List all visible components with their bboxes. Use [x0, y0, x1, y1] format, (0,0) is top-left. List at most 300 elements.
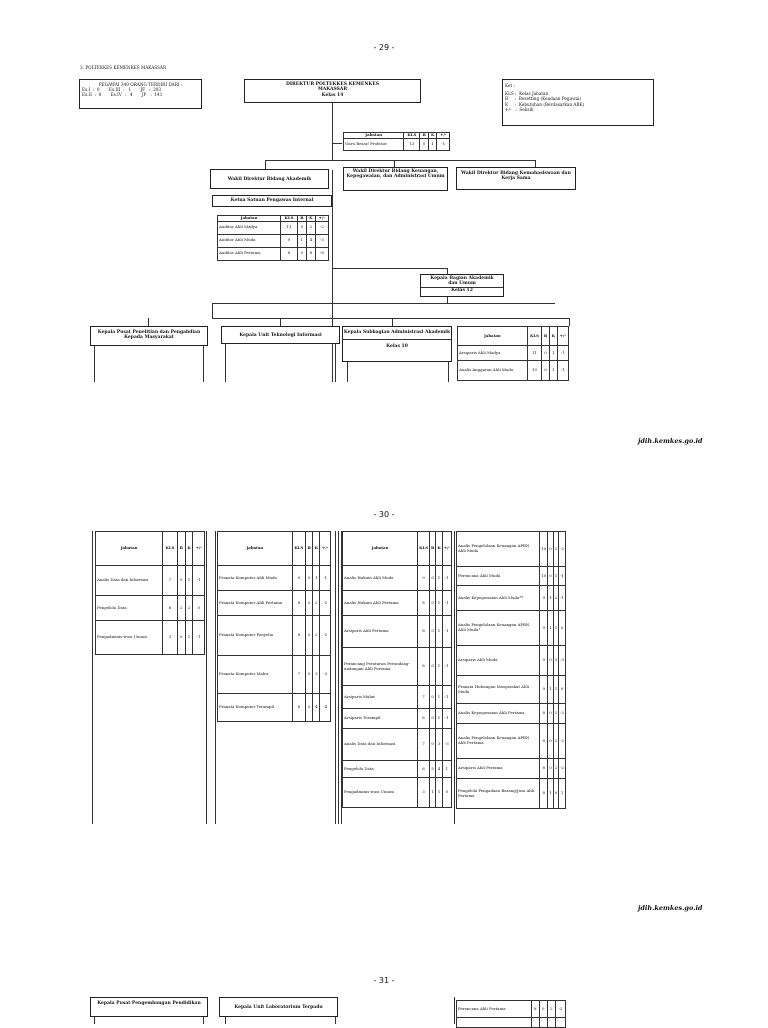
- table-row: [96, 566, 205, 596]
- cell-b: 1: [548, 779, 553, 809]
- table-row: [457, 724, 566, 759]
- cell-b: 1: [548, 676, 553, 704]
- cell-b: 0: [306, 694, 313, 722]
- table-row: [457, 759, 566, 779]
- kabag-line-1: Kepala Bagian Akademik: [430, 276, 494, 281]
- cell-jabatan: Analis Hukum Ahli Muda: [343, 566, 418, 591]
- connector: [148, 318, 149, 326]
- cell-jabatan: Analis Kepegawaian Ahli Pertama: [457, 704, 540, 724]
- cell-b: 0: [430, 566, 436, 591]
- cell-kls: 6: [418, 709, 430, 729]
- table-row: [343, 761, 452, 778]
- table-row: [218, 694, 331, 722]
- col-header: +/-: [442, 532, 451, 566]
- cell-kls: 13: [404, 138, 420, 150]
- cell-k: 3: [313, 656, 320, 694]
- table-row: [457, 586, 566, 611]
- director-line-1: DIREKTUR POLTEKKES KEMENKES: [285, 82, 380, 87]
- cell-kls: 7: [292, 656, 305, 694]
- cell-k: 1: [549, 346, 557, 361]
- table-row: [457, 1001, 566, 1018]
- cell-k: 1: [436, 778, 442, 808]
- cell-kls: 8: [418, 648, 430, 686]
- table-row: [457, 611, 566, 646]
- cell-diff: -2: [320, 616, 331, 656]
- connector: [212, 303, 213, 318]
- cell-kls: 7: [418, 686, 430, 709]
- cell-b: 0: [430, 729, 436, 761]
- legend-title: Ket :: [505, 83, 515, 88]
- cell-kls: 8: [540, 704, 548, 724]
- connector: [454, 531, 455, 824]
- cell-jabatan: Analis Pengelolaan Keuangan APBN Ahli Pertama: [457, 724, 540, 759]
- cell-k: 1: [549, 361, 557, 381]
- cell-k: 1: [436, 566, 442, 591]
- connector: [94, 346, 95, 382]
- cell-jabatan: Pranata Hubungan Masyarakat Ahli Muda: [457, 676, 540, 704]
- cell-jabatan: Perencana Ahli Muda: [457, 567, 540, 586]
- cell-b: 5: [430, 761, 436, 778]
- table-row: [343, 778, 452, 808]
- cell-k: 1: [436, 591, 442, 616]
- legend-kls: KLS : Kelas Jabatan: [505, 91, 549, 97]
- section-heading: 3. POLTEKKES KEMENKES MAKASSAR: [80, 65, 167, 70]
- cell-jabatan: Arsiparis Ahli Pertama: [457, 759, 540, 779]
- col-header: KLS: [527, 327, 542, 346]
- cell-k: 4: [306, 234, 315, 247]
- connector: [347, 362, 348, 382]
- cell-k: 1: [428, 138, 437, 150]
- col-header: Jabatan: [96, 532, 163, 566]
- cell-kls: 6: [418, 761, 430, 778]
- connector: [203, 346, 204, 382]
- table-row: [343, 616, 452, 648]
- table-row: [344, 138, 450, 150]
- cell-jabatan: Pengadminis-trasi Umum: [343, 778, 418, 808]
- cell-diff: -3: [315, 234, 328, 247]
- cell-diff: -1: [320, 566, 331, 591]
- cell-kls: 7: [418, 729, 430, 761]
- cell-diff: -1: [442, 591, 451, 616]
- cell-k: 1: [185, 621, 193, 655]
- cell-jabatan: Pranata Komputer Penyelia: [218, 616, 293, 656]
- cell-k: 2: [185, 596, 193, 621]
- kabag-class: Kelas 12: [421, 287, 503, 293]
- cell-jabatan: Analis Anggaran Ahli Muda: [458, 361, 528, 381]
- cell-diff: 0: [193, 596, 205, 621]
- kaunit-lab-box: Kepala Unit Laboratorium Terpadu: [219, 997, 338, 1017]
- col-header: B: [430, 532, 436, 566]
- cell-diff: [555, 1018, 565, 1028]
- spi-box: Ketua Satuan Pengawas Internal: [212, 195, 332, 207]
- cell-kls: 9: [540, 646, 548, 676]
- table-row: [457, 532, 566, 567]
- cell-jabatan: Analis Pengelolaan Keuangan APBN Ahli Muda: [457, 532, 540, 567]
- cell-kls: 9: [418, 566, 430, 591]
- cell-b: 0: [177, 566, 185, 596]
- connector: [332, 103, 333, 132]
- table-row: [343, 591, 452, 616]
- col-header: B: [177, 532, 185, 566]
- cell-jabatan: Auditor Ahli Muda: [218, 234, 281, 247]
- col-header: K: [306, 216, 315, 222]
- col-header: B: [420, 133, 428, 139]
- kaunit-ti-box: Kepala Unit Teknologi Informasi: [221, 326, 340, 344]
- connector: [394, 160, 395, 167]
- cell-jabatan: Perencana Ahli Pertama: [457, 1001, 532, 1018]
- cell-diff: -2: [320, 591, 331, 616]
- watermark: jdih.kemkes.go.id: [638, 904, 703, 912]
- connector: [332, 170, 333, 382]
- connector: [335, 344, 336, 382]
- connector: [92, 531, 93, 824]
- col-header: +/-: [320, 532, 331, 566]
- cell-kls: 10: [540, 567, 548, 586]
- cell-k: 2: [313, 616, 320, 656]
- col-header: Jabatan: [344, 133, 404, 139]
- cell-jabatan: Analis Hukum Ahli Pertama: [343, 591, 418, 616]
- cell-jabatan: Pengelola Pengadaan Barang/Jasa Ahli Pertama: [457, 779, 540, 809]
- cell-b: 0: [297, 221, 306, 234]
- cell-k: 2: [553, 704, 558, 724]
- cell-b: 0: [306, 656, 313, 694]
- cell-kls: 8: [281, 247, 298, 260]
- connector: [265, 160, 535, 161]
- cell-b: 0: [430, 591, 436, 616]
- cell-k: 2: [547, 1001, 555, 1018]
- table-p30-1: [95, 531, 205, 655]
- connector: [335, 531, 336, 824]
- cell-jabatan: Analis Pengelolaan Keuangan APBN Ahli Muda*: [457, 611, 540, 646]
- cell-kls: 8: [292, 616, 305, 656]
- col-header: K: [549, 327, 557, 346]
- col-header: Jabatan: [343, 532, 418, 566]
- connector: [338, 531, 339, 824]
- cell-jabatan: Pengadminis-trasi Umum: [96, 621, 163, 655]
- cell-diff: -1: [442, 686, 451, 709]
- cell-jabatan: Pranata Komputer Terampil: [218, 694, 293, 722]
- cell-jabatan: Arsiparis Ahli Madya: [458, 346, 528, 361]
- cell-diff: -2: [559, 704, 566, 724]
- cell-k: 2: [553, 724, 558, 759]
- cell-b: 0: [306, 616, 313, 656]
- table-row: [218, 221, 329, 234]
- cell-b: 0: [177, 621, 185, 655]
- director-box: [244, 79, 421, 103]
- col-header: K: [436, 532, 442, 566]
- cell-k: 4: [436, 761, 442, 778]
- connector: [332, 268, 447, 269]
- cell-kls: 9: [540, 611, 548, 646]
- table-row: [457, 704, 566, 724]
- table-p30-2: [217, 531, 331, 722]
- col-header: B: [542, 327, 550, 346]
- cell-k: 2: [306, 221, 315, 234]
- cell-jabatan: Analis Data dan Informasi: [343, 729, 418, 761]
- guru-besar-table: [343, 132, 450, 151]
- cell-kls: 9: [540, 586, 548, 611]
- connector: [215, 531, 216, 824]
- col-header: B: [306, 532, 313, 566]
- cell-kls: 3: [163, 621, 178, 655]
- cell-kls: 8: [418, 591, 430, 616]
- col-header: +/-: [315, 216, 328, 222]
- director-line-2: MAKASSAR: [317, 87, 348, 93]
- connector: [265, 160, 266, 169]
- kasubbag-title: Kepala Subbagian Administrasi Akademik: [343, 330, 451, 335]
- cell-k: [547, 1018, 555, 1028]
- cell-kls: 10: [540, 532, 548, 567]
- cell-kls: 8: [540, 779, 548, 809]
- connector: [203, 1017, 204, 1024]
- cell-diff: -2: [559, 532, 566, 567]
- cell-jabatan: Auditor Ahli Pertama: [218, 247, 281, 260]
- cell-b: 0: [542, 346, 550, 361]
- cell-kls: 11: [527, 346, 542, 361]
- table-row: [457, 646, 566, 676]
- col-header: KLS: [418, 532, 430, 566]
- legend-diff: +/- : Selisih: [505, 106, 534, 112]
- table-row: [218, 616, 331, 656]
- cell-kls: 6: [163, 596, 178, 621]
- table-p30-4: [456, 531, 566, 809]
- page-number-31: - 31 -: [373, 976, 395, 985]
- cell-diff: 0: [442, 778, 451, 808]
- cell-diff: -8: [315, 247, 328, 260]
- connector: [280, 318, 281, 326]
- table-row: [218, 656, 331, 694]
- table-row: [218, 247, 329, 260]
- col-header: +/-: [193, 532, 205, 566]
- table-row: [343, 566, 452, 591]
- connector: [448, 362, 449, 382]
- connector: [94, 1017, 95, 1024]
- cell-b: 0: [420, 138, 428, 150]
- table-row: [218, 234, 329, 247]
- table-row: [218, 566, 331, 591]
- cell-diff: -3: [442, 729, 451, 761]
- cell-k: 4: [313, 694, 320, 722]
- cell-k: 1: [313, 566, 320, 591]
- cell-jabatan: Perancang Peraturan Perundang-undangan Ahli Pertama: [343, 648, 418, 686]
- table-row: [457, 676, 566, 704]
- cell-jabatan: Pranata Komputer Ahli Pertama: [218, 591, 293, 616]
- cell-kls: 8: [418, 616, 430, 648]
- cell-jabatan: Guru Besar/ Profesor: [344, 138, 404, 150]
- page-number-30: - 30 -: [373, 510, 395, 519]
- cell-k: 2: [313, 591, 320, 616]
- connector: [212, 318, 569, 319]
- col-header: KLS: [404, 133, 420, 139]
- table-row: [218, 591, 331, 616]
- connector: [392, 318, 393, 326]
- connector: [332, 143, 342, 144]
- cell-kls: 3: [418, 778, 430, 808]
- table-row: [96, 596, 205, 621]
- cell-kls: 9: [281, 234, 298, 247]
- cell-diff: -1: [442, 616, 451, 648]
- legend-b: B : Bezetting (Keadaan Pegawai): [505, 96, 582, 102]
- table-p30-3: [342, 531, 452, 808]
- cell-b: 0: [430, 616, 436, 648]
- cell-jabatan: Pengelola Data: [96, 596, 163, 621]
- cell-kls: 9: [540, 676, 548, 704]
- connector: [225, 1017, 226, 1024]
- cell-b: 1: [548, 586, 553, 611]
- cell-k: 2: [553, 586, 558, 611]
- cell-k: 1: [553, 611, 558, 646]
- cell-diff: -1: [437, 138, 450, 150]
- cell-kls: 7: [163, 566, 178, 596]
- col-header: Jabatan: [458, 327, 528, 346]
- cell-b: 0: [548, 646, 553, 676]
- table-row: [343, 686, 452, 709]
- col-header: K: [313, 532, 320, 566]
- watermark: jdih.kemkes.go.id: [638, 437, 703, 445]
- cell-k: 1: [436, 616, 442, 648]
- connector: [454, 997, 455, 1024]
- cell-jabatan: [457, 1018, 532, 1028]
- spi-table: [217, 215, 329, 261]
- col-header: +/-: [557, 327, 568, 346]
- cell-diff: -1: [559, 586, 566, 611]
- cell-diff: -2: [559, 724, 566, 759]
- cell-b: 0: [306, 591, 313, 616]
- col-header: K: [428, 133, 437, 139]
- director-class: Kelas 14: [321, 92, 344, 98]
- cell-k: 0: [553, 779, 558, 809]
- cell-jabatan: Analis Kepegawaian Ahli Muda**: [457, 586, 540, 611]
- cell-kls: 10: [527, 361, 542, 381]
- cell-kls: 6: [292, 694, 305, 722]
- col-header: B: [297, 216, 306, 222]
- kabag-line-2: dan Umum: [448, 281, 476, 287]
- connector: [569, 318, 570, 326]
- cell-b: 0: [548, 724, 553, 759]
- connector: [335, 1017, 336, 1024]
- col-header: KLS: [163, 532, 178, 566]
- cell-k: 3: [553, 646, 558, 676]
- connector: [535, 160, 536, 167]
- cell-b: 0: [430, 648, 436, 686]
- cell-jabatan: Pranata Komputer Ahli Muda: [218, 566, 293, 591]
- cell-jabatan: Analis Data dan Informasi: [96, 566, 163, 596]
- cell-b: 0: [306, 566, 313, 591]
- cell-kls: 8: [540, 759, 548, 779]
- kasubbag-table: [457, 326, 569, 381]
- kasubbag-box: [342, 326, 452, 362]
- col-header: +/-: [437, 133, 450, 139]
- connector: [212, 303, 555, 304]
- cell-b: 0: [430, 686, 436, 709]
- cell-diff: -1: [442, 709, 451, 729]
- cell-k: 2: [553, 532, 558, 567]
- cell-k: 1: [436, 686, 442, 709]
- cell-jabatan: Auditor Ahli Madya: [218, 221, 281, 234]
- legend-box: [502, 79, 654, 126]
- cell-diff: -2: [555, 1001, 565, 1018]
- cell-diff: 0: [559, 611, 566, 646]
- cell-k: 8: [306, 247, 315, 260]
- table-row: [457, 779, 566, 809]
- cell-diff: -3: [320, 656, 331, 694]
- cell-b: 2: [177, 596, 185, 621]
- table-row: [343, 648, 452, 686]
- cell-jabatan: Arsiparis Ahli Pertama: [343, 616, 418, 648]
- cell-k: 1: [553, 676, 558, 704]
- cell-diff: -2: [559, 759, 566, 779]
- table-row: [343, 729, 452, 761]
- connector: [332, 132, 333, 160]
- cell-diff: -1: [442, 566, 451, 591]
- cell-k: 1: [185, 566, 193, 596]
- cell-kls: 8: [540, 724, 548, 759]
- cell-jabatan: Arsiparis Terampil: [343, 709, 418, 729]
- kapus-penelitian-box: Kepala Pusat Penelitian dan Pengabdian Kepada Masyarakat: [90, 326, 208, 346]
- table-row: [458, 361, 569, 381]
- cell-k: 3: [436, 729, 442, 761]
- table-row: [457, 567, 566, 586]
- cell-kls: 8: [292, 591, 305, 616]
- kapus-pengembangan-box: Kepala Pusat Pengembangan Pendidikan: [90, 997, 208, 1017]
- cell-b: 0: [297, 247, 306, 260]
- table-row: [96, 621, 205, 655]
- cell-b: [539, 1018, 547, 1028]
- cell-k: 1: [436, 648, 442, 686]
- cell-kls: 8: [531, 1001, 539, 1018]
- col-header: KLS: [281, 216, 298, 222]
- cell-jabatan: Arsiparis Ahli Muda: [457, 646, 540, 676]
- cell-kls: [531, 1018, 539, 1028]
- col-header: K: [185, 532, 193, 566]
- table-row: [457, 1018, 566, 1028]
- cell-diff: -4: [320, 694, 331, 722]
- pegawai-row-2: Es.II : 0 Es.IV : 4 JP : 141: [82, 92, 163, 98]
- cell-b: 1: [297, 234, 306, 247]
- wakil-kemahasiswaan-box: Wakil Direktur Bidang Kemahasiswaan dan Kerja Sama: [456, 167, 576, 190]
- cell-k: 1: [553, 567, 558, 586]
- pegawai-row-1: Es.I : 0 Es.III : 1 JF : 203: [82, 87, 162, 93]
- wakil-akademik-box: Wakil Direktur Bidang Akademik: [210, 169, 329, 189]
- cell-diff: 1: [559, 779, 566, 809]
- cell-k: 2: [553, 759, 558, 779]
- cell-diff: -2: [315, 221, 328, 234]
- cell-jabatan: Pengelola Data: [343, 761, 418, 778]
- kabag-box: [420, 274, 504, 297]
- connector: [225, 344, 226, 382]
- col-header: Jabatan: [218, 216, 281, 222]
- col-header: Jabatan: [218, 532, 293, 566]
- table-row: [458, 346, 569, 361]
- cell-diff: -1: [557, 361, 568, 381]
- connector: [206, 531, 207, 824]
- cell-jabatan: Arsiparis Mahir: [343, 686, 418, 709]
- cell-kls: 11: [281, 221, 298, 234]
- cell-b: 1: [548, 611, 553, 646]
- page-number-29: - 29 -: [373, 43, 395, 52]
- cell-k: 1: [436, 709, 442, 729]
- table-row: [343, 709, 452, 729]
- cell-diff: -1: [193, 621, 205, 655]
- cell-jabatan: Pranata Komputer Mahir: [218, 656, 293, 694]
- kasubbag-class: Kelas 10: [343, 339, 451, 349]
- cell-b: 0: [430, 709, 436, 729]
- cell-b: 0: [542, 361, 550, 381]
- pegawai-title: PEGAWAI 349 ORANG TERDIRI DARI :: [98, 82, 183, 87]
- wakil-keuangan-box: Wakil Direktur Bidang Keuangan, Kepegawaian, dan Administrasi Umum: [343, 167, 448, 191]
- col-header: KLS: [292, 532, 305, 566]
- cell-diff: -1: [442, 648, 451, 686]
